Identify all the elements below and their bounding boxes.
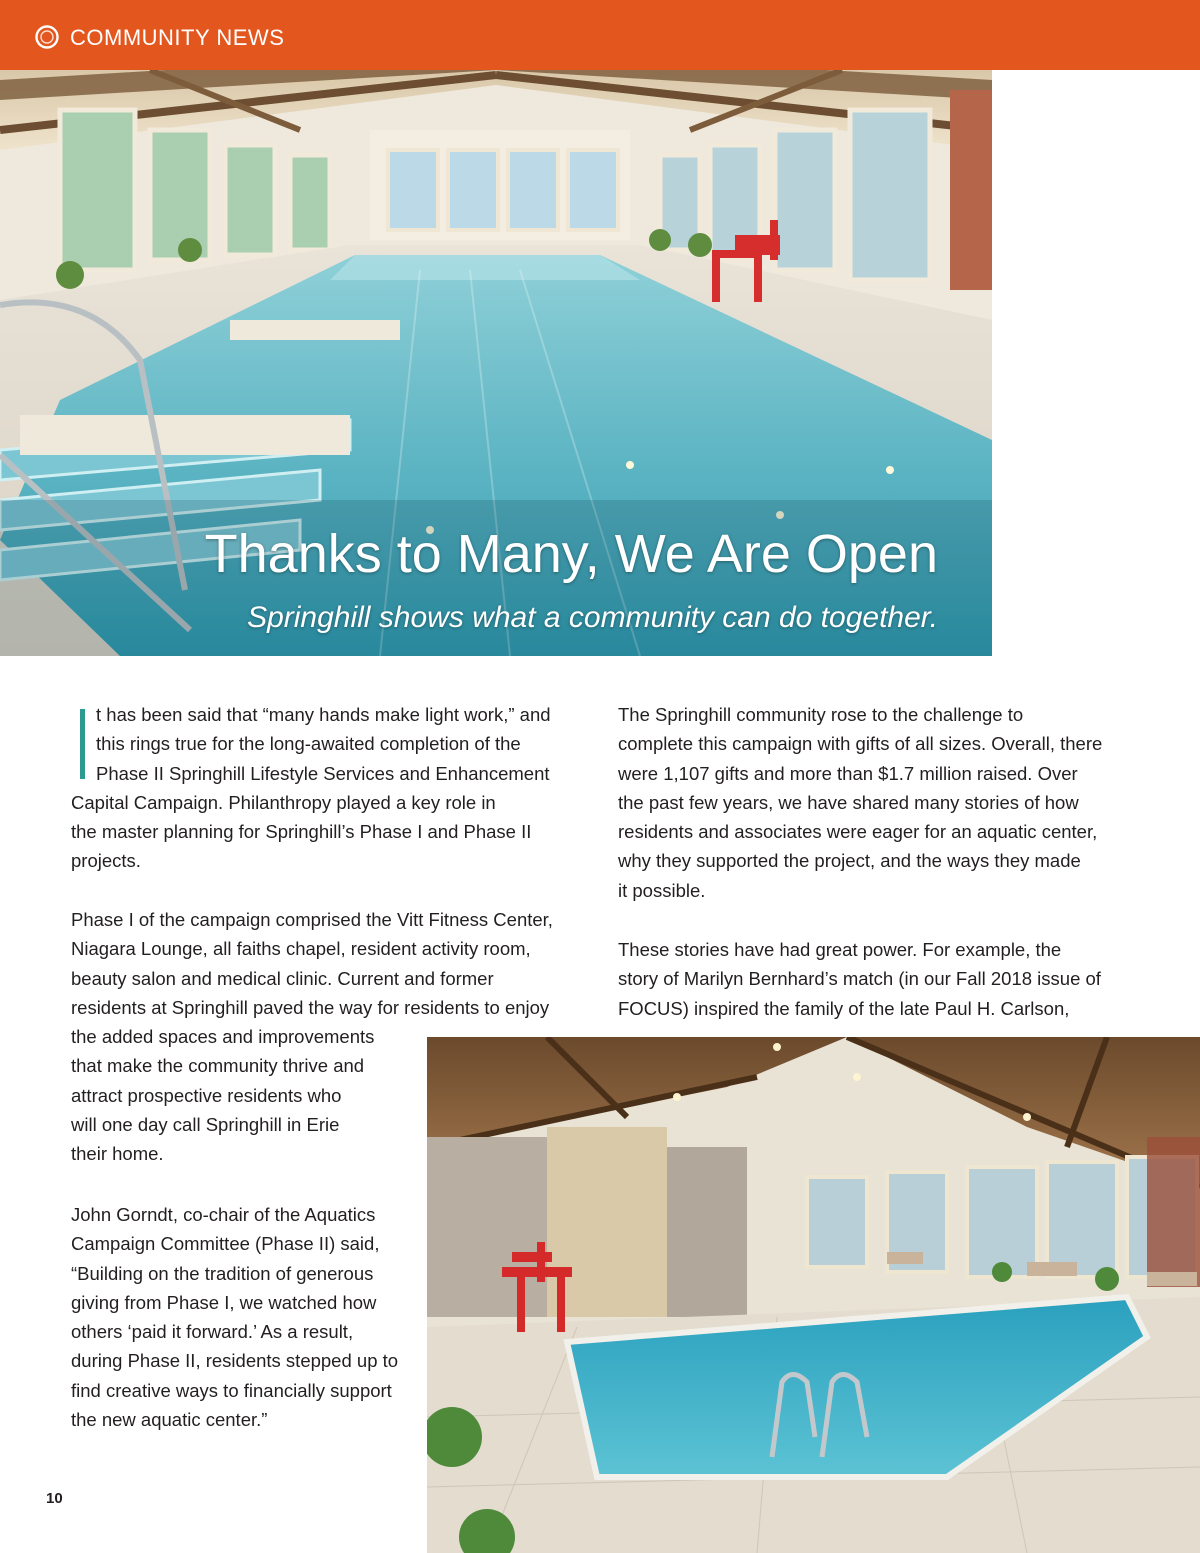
text-line: this rings true for the long-awaited completion of the [96,733,521,755]
text-line: the added spaces and improvements [71,1026,375,1048]
text-line: why they supported the project, and the ways they made [618,850,1081,872]
article-subtitle: Springhill shows what a community can do together. [247,601,938,634]
text-line: t has been said that “many hands make light work,” and [96,704,551,725]
text-line: it possible. [618,879,706,901]
text-line: the new aquatic center.” [71,1409,268,1431]
text-line: complete this campaign with gifts of all sizes. Overall, there [618,733,1103,755]
text-line: story of Marilyn Bernhard’s match (in our Fall 2018 issue of [618,968,1101,990]
text-line: These stories have had great power. For example, the [618,939,1062,960]
text-line: John Gorndt, co-chair of the Aquatics [71,1204,376,1225]
col1-paragraph-1 [71,700,591,876]
col2-paragraph-2 [618,935,1178,1023]
text-line: others ‘paid it forward.’ As a result, [71,1321,354,1343]
hero-image [0,70,992,656]
text-line: The Springhill community rose to the challenge to [618,704,1024,725]
text-line: will one day call Springhill in Erie [71,1114,340,1136]
text-line: attract prospective residents who [71,1084,342,1106]
text-line: their home. [71,1143,164,1165]
text-line: Phase I of the campaign comprised the Vitt Fitness Center, [71,909,553,930]
text-line: FOCUS) inspired the family of the late Paul H. Carlson, [618,997,1070,1019]
article-title: Thanks to Many, We Are Open [204,524,938,584]
text-line: residents and associates were eager for an aquatic center, [618,821,1098,843]
text-line: were 1,107 gifts and more than $1.7 million raised. Over [618,762,1078,784]
text-line: beauty salon and medical clinic. Current and former [71,967,494,989]
text-line: the master planning for Springhill’s Phase I and Phase II [71,821,532,843]
text-line: during Phase II, residents stepped up to [71,1350,399,1372]
text-line: “Building on the tradition of generous [71,1262,374,1284]
indoor-pool-illustration-2 [427,1037,1200,1553]
page-number: 10 [46,1490,63,1507]
col2-paragraph-1 [618,700,1178,905]
text-line: Campaign Committee (Phase II) said, [71,1233,380,1255]
text-line: the past few years, we have shared many stories of how [618,791,1079,813]
text-line: projects. [71,850,141,872]
section-label: COMMUNITY NEWS [70,25,285,50]
ring-logo-icon [34,24,60,50]
col1-paragraph-3 [71,1200,421,1434]
text-line: Niagara Lounge, all faiths chapel, resident activity room, [71,938,531,960]
text-line: Phase II Springhill Lifestyle Services and Enhancement [96,762,550,784]
section-header-band [0,0,1200,70]
text-line: giving from Phase I, we watched how [71,1291,377,1313]
pool-photo-2 [427,1037,1200,1553]
text-line: Capital Campaign. Philanthropy played a key role in [71,791,496,813]
text-line: that make the community thrive and [71,1055,365,1077]
text-line: residents at Springhill paved the way for residents to enjoy [71,996,550,1018]
text-line: find creative ways to financially support [71,1379,392,1401]
